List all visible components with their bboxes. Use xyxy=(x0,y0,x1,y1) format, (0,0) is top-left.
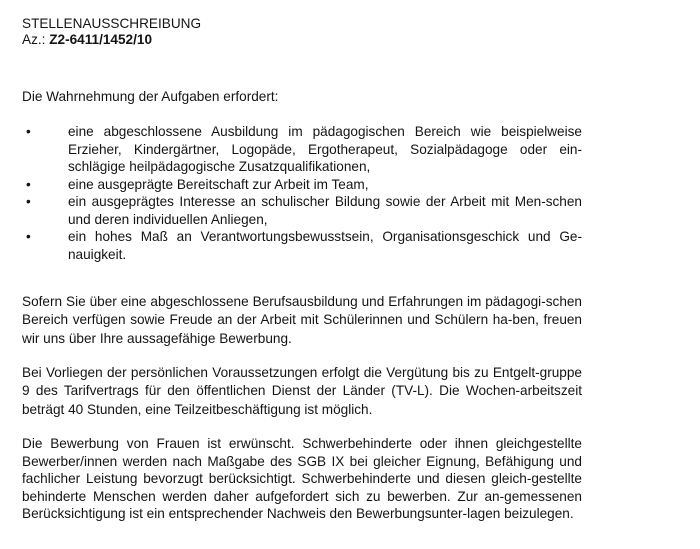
list-item xyxy=(22,228,582,263)
requirement-text: ein hohes Maß an Verantwortungsbewusstsein, Organisationsgeschick und Ge-nauigkeit. xyxy=(68,229,582,262)
posting-title: STELLENAUSSCHREIBUNG xyxy=(22,16,202,31)
training-paragraph: Sofern Sie über eine abgeschlossene Berufsausbildung und Erfahrungen im pädagogi-schen Bereich verfügen sowie Freude an der Arbeit mit Schülerinnen und Schülern ha-ben, freuen wir uns über Ihre aussagefähige Bewerbung. xyxy=(22,294,582,346)
list-item xyxy=(22,176,582,194)
bullet-icon: • xyxy=(26,229,31,244)
posting-header xyxy=(22,16,201,48)
reference-label: Az.: xyxy=(22,32,50,47)
bullet-icon: • xyxy=(26,176,31,192)
list-item xyxy=(22,123,582,176)
reference-line xyxy=(22,32,201,48)
requirements-intro: Die Wahrnehmung der Aufgaben erfordert: xyxy=(22,89,279,104)
equality-paragraph: Die Bewerbung von Frauen ist erwünscht. Schwerbehinderte oder ihnen gleichgestellte Bewerber/innen werden nach Maßgabe des SGB IX bei gleicher Eignung, Befähigung und fachlicher Leistung bevorzugt berücksichtigt. Schwerbehinderte und diesen gleich-gestellte behinderte Menschen werden daher aufgefordert sich zu bewerben. Zur an-gemessenen Berücksichtigung ist ein entsprechender Nachweis den Bewerbungsunter-lagen beizulegen. xyxy=(22,436,582,521)
reference-number: Z2-6411/1452/10 xyxy=(49,32,152,47)
requirement-text: eine abgeschlossene Ausbildung im pädagogischen Bereich wie beispielweise Erzieher, Kindergärtner, Logopäde, Ergotherapeut, Sozialpädagoge oder ein-schlägige heilpädagogische Zusatzqualifikationen, xyxy=(68,124,582,174)
requirement-text: ein ausgeprägtes Interesse an schulischer Bildung sowie der Arbeit mit Men-schen und deren individuellen Anliegen, xyxy=(68,194,582,227)
bullet-icon: • xyxy=(26,124,31,139)
requirement-text: eine ausgeprägte Bereitschaft zur Arbeit im Team, xyxy=(68,176,369,192)
salary-paragraph: Bei Vorliegen der persönlichen Voraussetzungen erfolgt die Vergütung bis zu Entgelt-gruppe 9 des Tarifvertrags für den öffentlichen Dienst der Länder (TV-L). Die Wochen-arbeitszeit beträgt 40 Stunden, eine Teilzeitbeschäftigung ist möglich. xyxy=(22,365,582,417)
requirements-list xyxy=(22,123,582,263)
bullet-icon: • xyxy=(26,194,31,209)
list-item xyxy=(22,193,582,228)
